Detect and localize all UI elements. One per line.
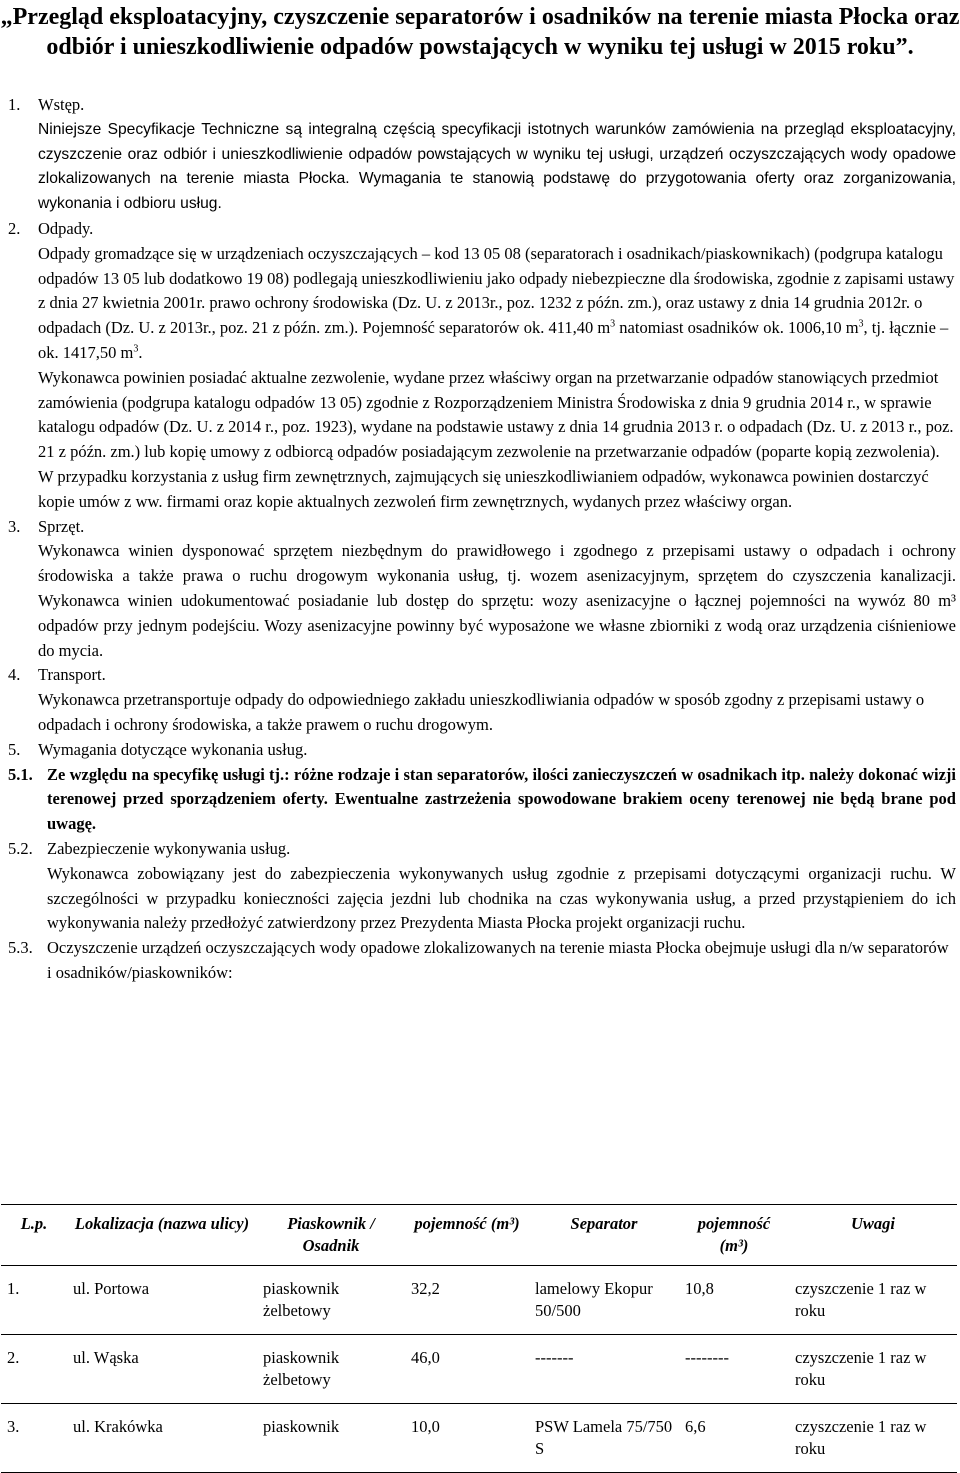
table-cell: czyszczenie 1 raz w roku <box>789 1404 957 1473</box>
table-row <box>1 1266 957 1335</box>
section-1-heading <box>8 93 956 118</box>
column-header: Separator <box>529 1205 679 1266</box>
table-cell: 10,8 <box>679 1266 789 1335</box>
section-title: Wymagania dotyczące wykonania usług. <box>38 739 308 759</box>
section-2-heading <box>8 217 956 242</box>
section-5-1-text: Ze względu na specyfikę usługi tj.: różne rodzaje i stan separatorów, ilości zanieczyszczeń w osadnikach itp. należy dokonać wizji terenowej przed sporządzeniem oferty. Ewentualne zastrzeżenia spowodowane brakiem oceny terenowej nie będą brane pod uwagę. <box>47 764 956 834</box>
table-cell: piaskownik <box>257 1404 405 1473</box>
section-number: 5.1. <box>8 764 33 784</box>
section-2-paragraph-1: Odpady gromadzące się w urządzeniach oczyszczających – kod 13 05 08 (separatorach i osadnikach/piaskownikach) (podgrupa katalogu odpadów 13 05 lub dodatkowo 19 08) podlegają unieszkodliwieniu jako odpady niebezpieczne dla środowiska, zgodnie z zapisami ustawy z dnia 27 kwietnia 2001r. prawo ochrony środowiska (Dz. U. z 2013r., poz. 1232 z późn. zm.), oraz ustawy z dnia 14 grudnia 2012r. o odpadach (Dz. U. z 2013r., poz. 21 z późn. zm.). Pojemność separatorów ok. 411,40 $m^3$ natomiast osadników ok. 1006,10 $m^3$, tj. łącznie – ok. 1417,50 $m^3$. <box>38 243 955 362</box>
table-cell: 1. <box>1 1266 67 1335</box>
table-cell: ul. Portowa <box>67 1266 257 1335</box>
section-number: 5.3. <box>8 938 33 958</box>
table-cell: 46,0 <box>405 1335 529 1404</box>
column-header: pojemność (m³) <box>405 1205 529 1266</box>
table-cell: ul. Wąska <box>67 1335 257 1404</box>
section-3-heading <box>8 515 956 540</box>
section-5-3-text: Oczyszczenie urządzeń oczyszczających wody opadowe zlokalizowanych na terenie miasta Płocka obejmuje usługi dla n/w separatorów i osadników/piaskowników: <box>47 938 949 982</box>
table-cell: -------- <box>679 1335 789 1404</box>
section-2-paragraph-2: Wykonawca powinien posiadać aktualne zezwolenie, wydane przez właściwy organ na przetwarzanie odpadów stanowiących przedmiot zamówienia (podgrupa katalogu odpadów 13 05) zgodnie z Rozporządzeniem Ministra Środowiska z dnia 9 grudnia 2014 r., w sprawie katalogu odpadów (Dz. U. z 2014 r., poz. 1923), wydane na podstawie ustawy z dnia 14 grudnia 2013 r. o odpadach (Dz. U. z 2013 r., poz. 21 z późn. zm.) lub kopię umowy z odbiorcą odpadów posiadającym zezwolenie na przetwarzanie odpadów (poparte kopią zezwolenia). <box>38 367 954 462</box>
section-number: 4. <box>8 665 21 685</box>
table-cell: 6,6 <box>679 1404 789 1473</box>
table-cell: lamelowy Ekopur 50/500 <box>529 1266 679 1335</box>
table-cell: 32,2 <box>405 1266 529 1335</box>
section-number: 1. <box>8 95 21 114</box>
section-5-1 <box>8 763 956 837</box>
table-cell: czyszczenie 1 raz w roku <box>789 1335 957 1404</box>
section-number: 5. <box>8 739 21 759</box>
section-1-text: Niniejsze Specyfikacje Techniczne są integralną częścią specyfikacji istotnych warunków zamówienia na przegląd eksploatacyjny, czyszczenie oraz odbiór i unieszkodliwienie odpadów powstających w wyniku tej usługi, urządzeń oczyszczających wody opadowe zlokalizowanych na terenie miasta Płocka. Wymagania te stanowią podstawę do przygotowania oferty oraz zorganizowania, wykonania i odbioru usług. <box>38 120 956 213</box>
table-cell: ------- <box>529 1335 679 1404</box>
table-cell: piaskownik żelbetowy <box>257 1335 405 1404</box>
section-5-2-text: Wykonawca zobowiązany jest do zabezpieczenia wykonywanych usług zgodnie z przepisami dotyczącymi organizacji ruchu. W szczególności w przypadku konieczności zajęcia jezdni lub chodnika na czas wykonywania usług, a przed przystąpieniem do ich wykonywania należy przedłożyć zatwierdzony przez Prezydenta Miasta Płocka projekt organizacji ruchu. <box>47 863 956 933</box>
document-body <box>8 93 956 986</box>
table-cell: ul. Krakówka <box>67 1404 257 1473</box>
table-cell: 10,0 <box>405 1404 529 1473</box>
section-5-2-heading <box>8 837 956 862</box>
section-4-text: Wykonawca przetransportuje odpady do odpowiedniego zakładu unieszkodliwiania odpadów w sposób zgodny z przepisami ustawy o odpadach i ochrony środowiska, a także prawem o ruchu drogowym. <box>38 690 925 734</box>
section-title: Sprzęt. <box>38 516 85 536</box>
section-3-text: Wykonawca winien dysponować sprzętem niezbędnym do prawidłowego i zgodnego z przepisami ustawy o odpadach i ochrony środowiska a także prawa o ruchu drogowym wykonania usług, tj. wozem asenizacyjnym, sprzętem do czyszczenia kanalizacji. Wykonawca winien udokumentować posiadanie lub dostęp do sprzętu: wozy asenizacyjne o łącznej pojemności na wywóz 80 m³ odpadów przy jednym podejściu. Wozy asenizacyjne powinny być wyposażone we własne zbiorniki z wodą oraz urządzenia ciśnieniowe do mycia. <box>38 541 956 660</box>
section-2-paragraph-3: W przypadku korzystania z usług firm zewnętrznych, zajmujących się unieszkodliwianiem odpadów, wykonawca powinien dostarczyć kopie umów z ww. firmami oraz kopie aktualnych zezwoleń firm zewnętrznych, wydanych przez właściwy organ. <box>38 466 929 511</box>
column-header: L.p. <box>1 1205 67 1266</box>
document-title: „Przegląd eksploatacyjny, czyszczenie separatorów i osadników na terenie miasta Płocka oraz odbiór i unieszkodliwienie odpadów powstających w wyniku tej usługi w 2015 roku”. <box>0 4 960 60</box>
section-number: 2. <box>8 218 21 238</box>
section-number: 3. <box>8 516 21 536</box>
section-4-heading <box>8 663 956 688</box>
table-row <box>1 1404 957 1473</box>
table-cell: 2. <box>1 1335 67 1404</box>
column-header: Piaskownik / Osadnik <box>257 1205 405 1266</box>
table-cell: czyszczenie 1 raz w roku <box>789 1266 957 1335</box>
column-header: pojemność (m³) <box>679 1205 789 1266</box>
separators-table <box>1 1204 957 1473</box>
table-cell: 3. <box>1 1404 67 1473</box>
section-title: Odpady. <box>38 218 94 238</box>
table-cell: PSW Lamela 75/750 S <box>529 1404 679 1473</box>
section-5-3 <box>8 936 956 986</box>
section-title: Transport. <box>38 665 106 685</box>
column-header: Uwagi <box>789 1205 957 1266</box>
table-row <box>1 1335 957 1404</box>
section-number: 5.2. <box>8 838 33 858</box>
column-header: Lokalizacja (nazwa ulicy) <box>67 1205 257 1266</box>
table-cell: piaskownik żelbetowy <box>257 1266 405 1335</box>
section-title: Zabezpieczenie wykonywania usług. <box>47 838 291 858</box>
table-header-row <box>1 1205 957 1266</box>
section-title: Wstęp. <box>38 95 85 114</box>
section-5-heading <box>8 738 956 763</box>
